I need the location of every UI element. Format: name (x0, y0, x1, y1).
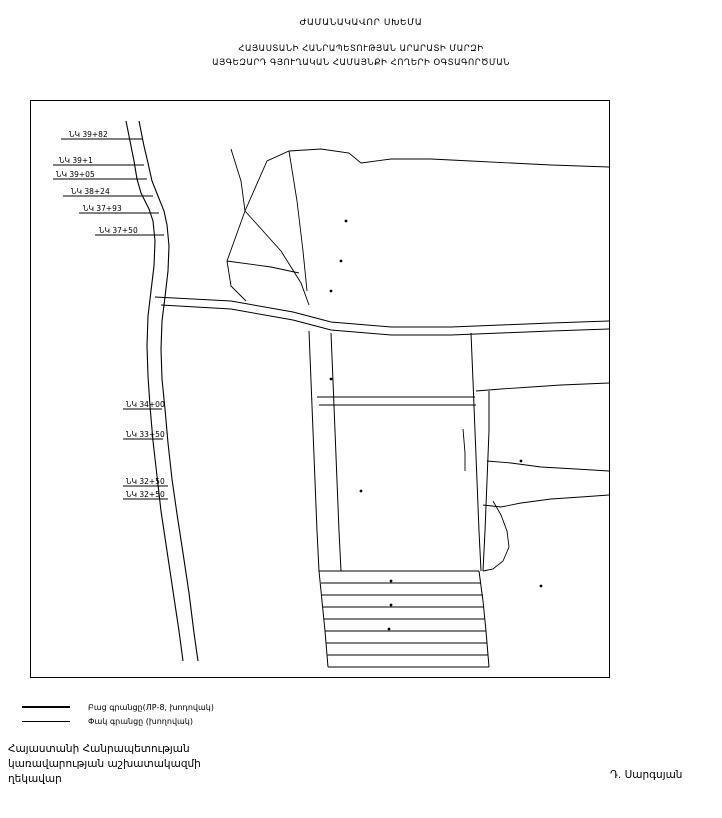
station-label: ՆԿ 32+50 (126, 477, 165, 486)
map-dot-1 (345, 220, 348, 223)
signatory-title-line-3: ղեկավար (8, 773, 62, 786)
legend-swatch-closed-pipe-icon (22, 721, 70, 722)
legend-item (18, 714, 418, 728)
map-dot-10 (388, 628, 391, 631)
map-dot-7 (540, 585, 543, 588)
field-boundary-upper-right (361, 159, 609, 167)
field-diagonal-2 (289, 151, 307, 291)
map-dot-6 (520, 460, 523, 463)
signatory-title-line-2: կառավարության աշխատակազմի (8, 758, 201, 771)
station-label: ՆԿ 34+00 (126, 400, 165, 409)
right-field-line-1 (476, 383, 609, 391)
right-short-tick (463, 429, 465, 471)
station-label: ՆԿ 37+50 (99, 226, 138, 235)
field-boundary-upper-left (227, 149, 246, 301)
canal-line-left (126, 121, 183, 661)
station-label: ՆԿ 38+24 (71, 187, 110, 196)
station-label: ՆԿ 39+1 (59, 156, 93, 165)
right-lower-curve (483, 501, 509, 571)
title-block (0, 18, 722, 68)
signatory-name: Դ. Սարգսյան (610, 769, 683, 781)
station-label: ՆԿ 33+50 (126, 430, 165, 439)
map-dot-8 (390, 580, 393, 583)
map-drawing (31, 101, 609, 677)
canal-line-right (139, 121, 198, 661)
station-label: ՆԿ 37+93 (83, 204, 122, 213)
document-subtitle-2: ԱՅԳԵԶԱՐԴ ԳՅՈՒՂԱԿԱՆ ՀԱՄԱՅՆՔԻ ՀՈՂԵՐԻ ՕԳՏԱԳՈՐԾՄԱՆ (212, 58, 510, 68)
legend-swatch-open-canal-icon (22, 706, 70, 708)
parcel-left-edge-2 (331, 333, 341, 571)
map-frame (30, 100, 610, 678)
legend-item (18, 700, 418, 714)
parcel-left-edge (309, 331, 319, 571)
legend-label: Փակ գրանցը (խողովակ) (88, 716, 193, 726)
field-diagonal-1 (245, 211, 309, 305)
station-label: ՆԿ 39+82 (69, 130, 108, 139)
map-dot-2 (340, 260, 343, 263)
document-title: ԺԱՄԱՆԱԿԱՎՈՐ ՍԽԵՄԱ (299, 18, 423, 28)
branch-road-upper-2 (161, 305, 609, 335)
legend-label: Բաց գրանցը(ЛР-8, խոդովակ) (88, 702, 214, 712)
field-boundary-upper-top (245, 149, 361, 211)
right-field-line-3 (483, 495, 609, 507)
station-label: ՆԿ 39+05 (56, 170, 95, 179)
branch-road-upper (155, 297, 609, 327)
map-dot-5 (360, 490, 363, 493)
parcel-right-edge-2 (483, 391, 489, 571)
document-subtitle-1: ՀԱՅԱՍՏԱՆԻ ՀԱՆՐԱՊԵՏՈՒԹՅԱՆ ԱՐԱՐԱՏԻ ՄԱՐԶԻ (238, 44, 484, 54)
signatory-title-line-1: Հայաստանի Հանրապետության (8, 743, 190, 755)
map-dot-3 (330, 290, 333, 293)
map-dot-4 (330, 378, 333, 381)
legend (18, 700, 418, 728)
parcel-right-edge (471, 333, 481, 571)
station-label: ՆԿ 32+50 (126, 490, 165, 499)
map-dot-9 (390, 604, 393, 607)
right-field-line-2 (487, 461, 609, 471)
signatory-title (8, 742, 338, 788)
